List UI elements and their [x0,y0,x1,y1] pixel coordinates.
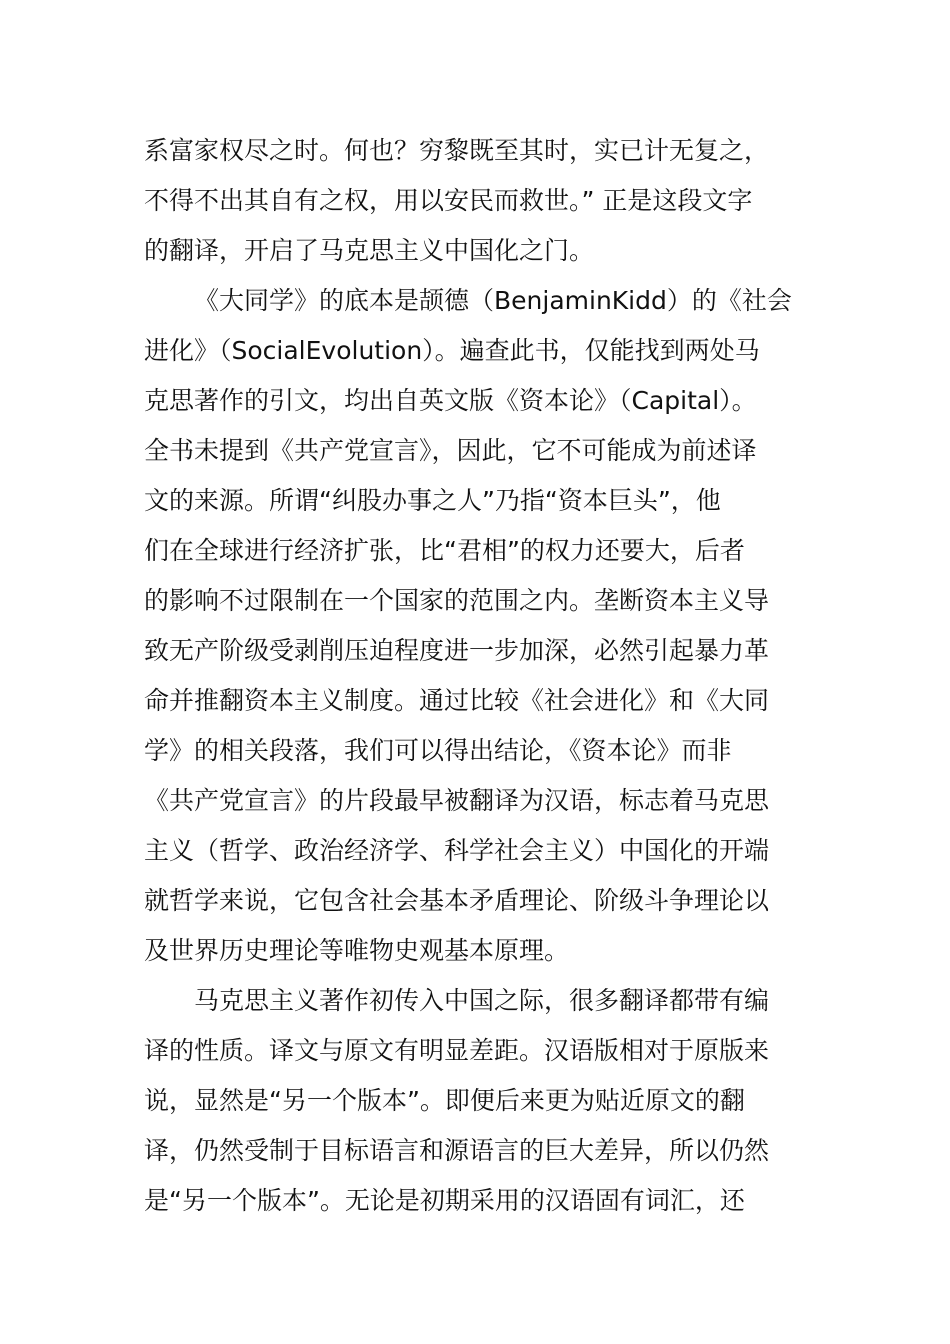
text-line: 是“另一个版本”。无论是初期采用的汉语固有词汇，还 [144,1186,745,1215]
text-line: 的翻译，开启了马克思主义中国化之门。 [144,236,595,265]
text-line: 全书未提到《共产党宣言》，因此，它不可能成为前述译 [144,436,757,465]
text-line: 克思著作的引文，均出自英文版《资本论》（Capital）。 [144,386,757,415]
text-line: 说，显然是“另一个版本”。即便后来更为贴近原文的翻 [144,1086,745,1115]
text-line: 就哲学来说，它包含社会基本矛盾理论、阶级斗争理论以 [144,886,770,915]
text-line: 的影响不过限制在一个国家的范围之内。垄断资本主义导 [144,586,770,615]
text-line: 们在全球进行经济扩张，比“君相”的权力还要大，后者 [144,536,745,565]
text-line: 文的来源。所谓“纠股办事之人”乃指“资本巨头”，他 [144,486,721,515]
text-line: 命并推翻资本主义制度。通过比较《社会进化》和《大同 [144,686,770,715]
body-text [144,126,814,1226]
text-line: 《大同学》的底本是颉德（BenjaminKidd）的《社会 [194,286,792,315]
text-line: 马克思主义著作初传入中国之际，很多翻译都带有编 [194,986,770,1015]
text-line: 致无产阶级受剥削压迫程度进一步加深，必然引起暴力革 [144,636,770,665]
text-line: 译，仍然受制于目标语言和源语言的巨大差异，所以仍然 [144,1136,770,1165]
text-line: 主义（哲学、政治经济学、科学社会主义）中国化的开端 [144,836,770,865]
text-line: 学》的相关段落，我们可以得出结论，《资本论》而非 [144,736,732,765]
text-line: 不得不出其自有之权，用以安民而救世。” 正是这段文字 [144,186,753,215]
text-line: 进化》（SocialEvolution）。遍查此书，仅能找到两处马 [144,336,760,365]
text-line: 及世界历史理论等唯物史观基本原理。 [144,936,570,965]
text-line: 系富家权尽之时。何也？穷黎既至其时，实已计无复之， [144,136,770,165]
text-line: 《共产党宣言》的片段最早被翻译为汉语，标志着马克思 [144,786,770,815]
text-line: 译的性质。译文与原文有明显差距。汉语版相对于原版来 [144,1036,770,1065]
